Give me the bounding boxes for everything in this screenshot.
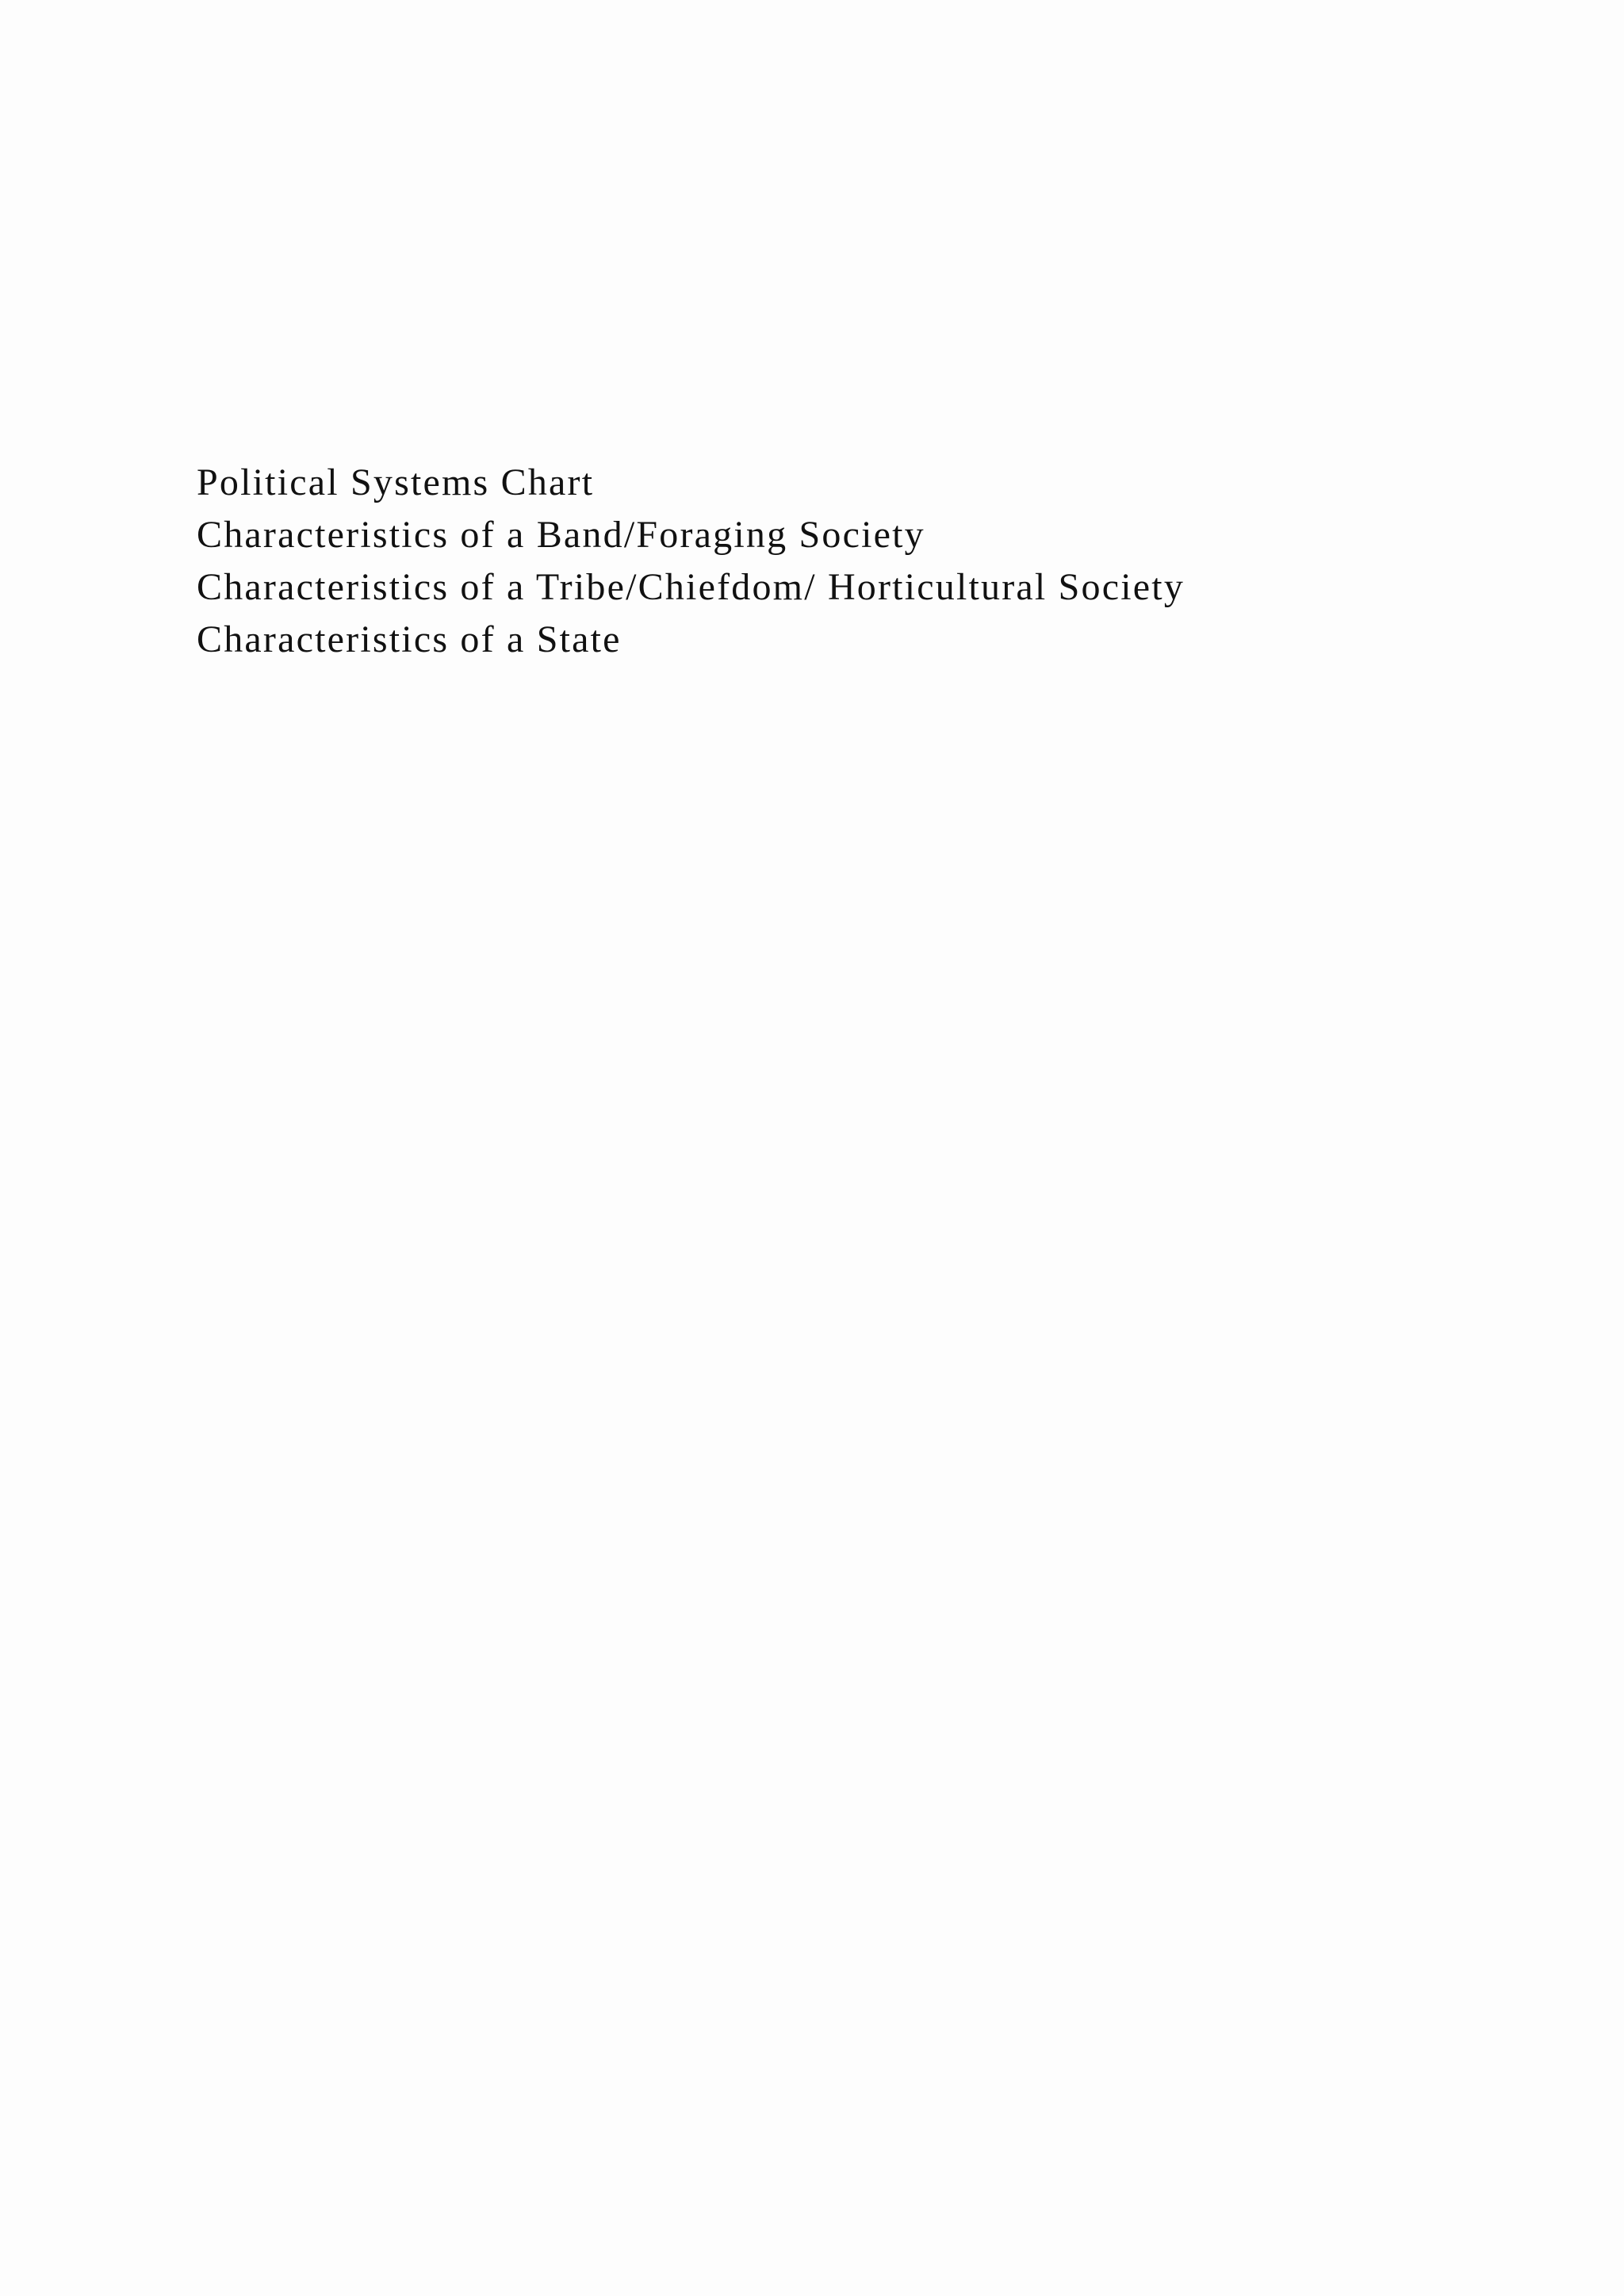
document-text-block: [197, 457, 1185, 666]
state-heading: Characteristics of a State: [197, 618, 622, 660]
tribe-chiefdom-heading: Characteristics of a Tribe/Chiefdom/ Horticultural Society: [197, 566, 1185, 608]
band-foraging-heading: Characteristics of a Band/Foraging Society: [197, 514, 925, 556]
document-title: Political Systems Chart: [197, 461, 595, 503]
